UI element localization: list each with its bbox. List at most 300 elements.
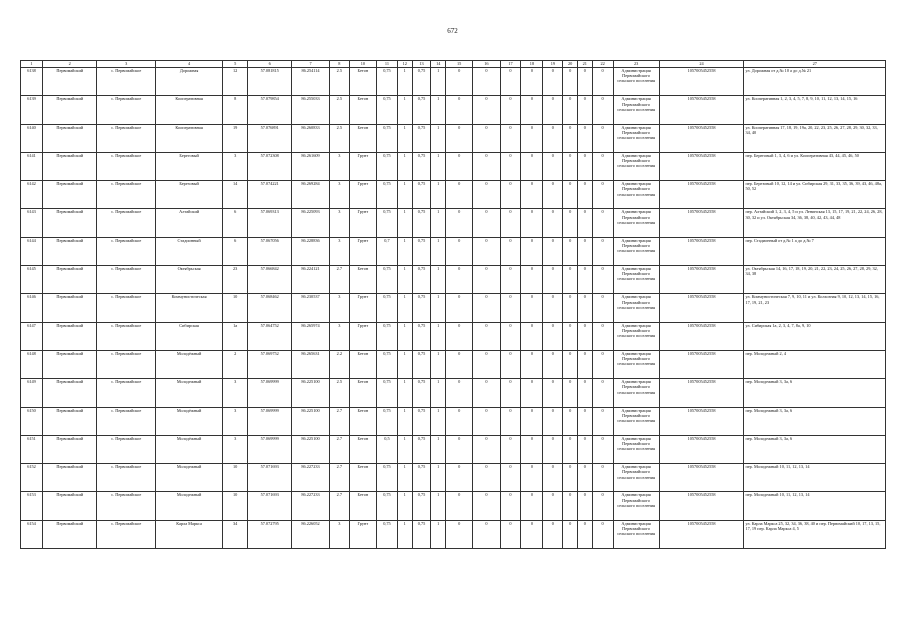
- table-cell: 1: [397, 322, 412, 350]
- table-cell: 0: [592, 464, 613, 492]
- table-cell: 57.069999: [248, 379, 292, 407]
- table-cell: ул. Октябрьская 14, 16, 17, 18, 19, 20, 21, 22, 23, 24, 25, 26, 27, 28, 29, 32, 34, 38: [744, 266, 886, 294]
- table-cell: 0: [521, 68, 543, 96]
- table-cell: Администрация Первомайского сельского поселения: [613, 152, 659, 180]
- table-cell: 0: [592, 350, 613, 378]
- table-cell: 0: [577, 124, 592, 152]
- table-cell: 0: [577, 492, 592, 520]
- table-cell: 0: [543, 68, 563, 96]
- table-cell: 6154: [21, 520, 43, 548]
- table-cell: 0,75: [376, 322, 397, 350]
- table-cell: 0: [563, 124, 578, 152]
- table-cell: 0: [577, 152, 592, 180]
- table-cell: Первомайский: [42, 435, 96, 463]
- table-cell: Первомайский: [42, 322, 96, 350]
- table-cell: 0: [473, 209, 500, 237]
- table-cell: Бетон: [349, 266, 376, 294]
- table-cell: 1: [397, 350, 412, 378]
- table-cell: 57.074221: [248, 181, 292, 209]
- table-cell: 1057005452558: [659, 407, 744, 435]
- table-cell: Алтайский: [156, 209, 223, 237]
- table-cell: 0,75: [412, 322, 431, 350]
- table-cell: 0: [592, 124, 613, 152]
- column-header: 24: [659, 61, 744, 68]
- table-cell: 86.260833: [292, 124, 330, 152]
- table-cell: Первомайский: [42, 520, 96, 548]
- table-cell: 0: [521, 96, 543, 124]
- table-cell: 0: [592, 181, 613, 209]
- table-cell: Бетон: [349, 124, 376, 152]
- table-cell: с. Первомайское: [97, 350, 156, 378]
- table-cell: 0: [563, 464, 578, 492]
- table-cell: 0,75: [376, 379, 397, 407]
- column-header: 3: [97, 61, 156, 68]
- table-cell: 0,75: [412, 379, 431, 407]
- table-cell: 2.5: [329, 68, 349, 96]
- table-cell: Первомайский: [42, 237, 96, 265]
- table-cell: 0,75: [376, 464, 397, 492]
- table-cell: 86.225100: [292, 435, 330, 463]
- table-cell: 0: [446, 350, 473, 378]
- table-cell: Первомайский: [42, 68, 96, 96]
- table-cell: 0: [521, 152, 543, 180]
- table-cell: 0,75: [376, 181, 397, 209]
- table-cell: 0: [446, 322, 473, 350]
- table-cell: 0: [521, 209, 543, 237]
- table-cell: пер. Молодежный 3, 3а, 6: [744, 435, 886, 463]
- table-cell: Грунт: [349, 294, 376, 322]
- table-cell: 1: [431, 435, 446, 463]
- column-header: 27: [744, 61, 886, 68]
- column-header: 17: [500, 61, 521, 68]
- table-cell: 0: [592, 209, 613, 237]
- table-cell: 1: [431, 237, 446, 265]
- table-cell: 0: [500, 266, 521, 294]
- table-cell: 1057005452558: [659, 379, 744, 407]
- table-cell: 0: [577, 237, 592, 265]
- table-cell: Бетон: [349, 435, 376, 463]
- table-cell: 6140: [21, 124, 43, 152]
- table-cell: 0,75: [376, 96, 397, 124]
- table-cell: 0: [473, 492, 500, 520]
- table-cell: 0,5: [376, 435, 397, 463]
- table-cell: 1: [431, 322, 446, 350]
- table-cell: 1: [431, 181, 446, 209]
- table-cell: 0: [473, 152, 500, 180]
- table-cell: 0: [592, 322, 613, 350]
- table-cell: 0,75: [376, 209, 397, 237]
- table-cell: 0,75: [412, 350, 431, 378]
- table-cell: Администрация Первомайского сельского поселения: [613, 435, 659, 463]
- table-cell: 1057005452558: [659, 209, 744, 237]
- table-cell: 0: [543, 435, 563, 463]
- table-cell: 14: [223, 181, 248, 209]
- table-cell: 0: [543, 181, 563, 209]
- table-cell: 1057005452558: [659, 266, 744, 294]
- table-cell: 6150: [21, 407, 43, 435]
- table-cell: 12: [223, 68, 248, 96]
- table-cell: ул. Кооперативная 1, 2, 3, 4, 5, 7, 8, 9, 10, 11, 12, 13, 14, 15, 16: [744, 96, 886, 124]
- table-cell: ул. Дорожная от д.№ 10 а до д.№ 21: [744, 68, 886, 96]
- table-cell: Кооперативная: [156, 96, 223, 124]
- table-cell: 3: [329, 520, 349, 548]
- table-cell: 86.261609: [292, 152, 330, 180]
- table-cell: 1057005452558: [659, 181, 744, 209]
- table-cell: Первомайский: [42, 492, 96, 520]
- table-cell: Администрация Первомайского сельского поселения: [613, 266, 659, 294]
- table-cell: 0: [500, 520, 521, 548]
- table-cell: 0: [543, 124, 563, 152]
- table-cell: Грунт: [349, 237, 376, 265]
- table-cell: 0: [521, 124, 543, 152]
- table-cell: 0,75: [376, 124, 397, 152]
- table-cell: 0: [563, 350, 578, 378]
- table-cell: Первомайский: [42, 464, 96, 492]
- table-cell: 6139: [21, 96, 43, 124]
- table-cell: Администрация Первомайского сельского поселения: [613, 379, 659, 407]
- table-cell: 57.066842: [248, 266, 292, 294]
- table-cell: 0: [592, 407, 613, 435]
- table-cell: 0: [592, 379, 613, 407]
- table-cell: 6146: [21, 294, 43, 322]
- table-cell: с. Первомайское: [97, 209, 156, 237]
- table-cell: 1: [431, 492, 446, 520]
- table-cell: Молодёжный: [156, 435, 223, 463]
- table-cell: 0: [473, 266, 500, 294]
- table-cell: 57.067056: [248, 237, 292, 265]
- table-cell: 3: [223, 379, 248, 407]
- table-cell: 0: [592, 237, 613, 265]
- table-cell: Карла Маркса: [156, 520, 223, 548]
- table-cell: 2.7: [329, 435, 349, 463]
- table-cell: 0,75: [412, 464, 431, 492]
- table-cell: 0: [446, 407, 473, 435]
- table-cell: 0: [500, 124, 521, 152]
- table-cell: 0: [473, 350, 500, 378]
- table-cell: 0: [563, 492, 578, 520]
- table-cell: 86.227233: [292, 464, 330, 492]
- table-cell: 0: [563, 181, 578, 209]
- table-cell: 1: [397, 520, 412, 548]
- table-row: [21, 152, 886, 180]
- table-cell: Администрация Первомайского сельского поселения: [613, 464, 659, 492]
- table-body: [21, 68, 886, 549]
- table-cell: 0: [543, 294, 563, 322]
- column-header: 4: [156, 61, 223, 68]
- table-cell: Администрация Первомайского сельского поселения: [613, 237, 659, 265]
- table-cell: 0: [592, 492, 613, 520]
- table-cell: 0: [473, 520, 500, 548]
- table-cell: 6: [223, 237, 248, 265]
- table-cell: Первомайский: [42, 294, 96, 322]
- table-cell: Коммунистическая: [156, 294, 223, 322]
- table-cell: Грунт: [349, 209, 376, 237]
- table-cell: 6138: [21, 68, 43, 96]
- table-cell: 57.071693: [248, 464, 292, 492]
- table-cell: 0: [521, 294, 543, 322]
- table-row: [21, 209, 886, 237]
- table-cell: с. Первомайское: [97, 68, 156, 96]
- table-cell: 6: [223, 209, 248, 237]
- table-cell: 0: [563, 209, 578, 237]
- table-row: [21, 350, 886, 378]
- table-cell: 0: [446, 266, 473, 294]
- table-cell: Дорожная: [156, 68, 223, 96]
- table-cell: пер. Молодежный 10, 11, 12, 13, 14: [744, 492, 886, 520]
- table-cell: 1: [397, 435, 412, 463]
- table-cell: пер. Молодежный 3, 3а, 6: [744, 379, 886, 407]
- table-cell: Грунт: [349, 181, 376, 209]
- table-cell: 1: [431, 152, 446, 180]
- table-cell: Администрация Первомайского сельского поселения: [613, 209, 659, 237]
- table-cell: 57.076891: [248, 124, 292, 152]
- table-cell: 0,75: [412, 124, 431, 152]
- page-number: 672: [447, 27, 458, 35]
- table-cell: 6144: [21, 237, 43, 265]
- table-cell: с. Первомайское: [97, 492, 156, 520]
- table-cell: 3: [329, 152, 349, 180]
- table-cell: 0: [577, 379, 592, 407]
- table-cell: 1057005452558: [659, 152, 744, 180]
- table-cell: 0,75: [412, 492, 431, 520]
- table-cell: Бетон: [349, 464, 376, 492]
- table-cell: Бетон: [349, 68, 376, 96]
- table-cell: 10: [223, 492, 248, 520]
- column-header: 21: [577, 61, 592, 68]
- table-cell: с. Первомайское: [97, 407, 156, 435]
- table-cell: 0,75: [412, 407, 431, 435]
- table-cell: 1057005452558: [659, 492, 744, 520]
- table-cell: 19: [223, 124, 248, 152]
- column-header: 11: [376, 61, 397, 68]
- table-cell: с. Первомайское: [97, 266, 156, 294]
- table-cell: 57.068462: [248, 294, 292, 322]
- table-cell: 0: [543, 407, 563, 435]
- table-cell: пер. Алтайский 1, 2, 3, 4, 5 и ул. Ленинская 13, 15, 17, 19, 21, 22, 24, 26, 28, 30, 32 и ул. Октябрьская 34, 36, 38, 40, 42, 43, 44, 48: [744, 209, 886, 237]
- table-cell: 0: [577, 520, 592, 548]
- table-cell: 0: [577, 181, 592, 209]
- table-cell: пер. Стадионный от д.№ 1 а до д.№ 7: [744, 237, 886, 265]
- table-cell: 6142: [21, 181, 43, 209]
- table-cell: 0,75: [376, 520, 397, 548]
- table-cell: 0: [473, 181, 500, 209]
- table-cell: 0: [577, 96, 592, 124]
- table-cell: 1: [397, 152, 412, 180]
- table-cell: 0: [563, 96, 578, 124]
- table-cell: 0: [500, 322, 521, 350]
- table-cell: 6151: [21, 435, 43, 463]
- table-cell: 1: [431, 407, 446, 435]
- table-cell: 0: [577, 464, 592, 492]
- table-cell: 1: [431, 464, 446, 492]
- table-cell: 1057005452558: [659, 322, 744, 350]
- table-cell: 6153: [21, 492, 43, 520]
- table-cell: с. Первомайское: [97, 181, 156, 209]
- table-cell: 0: [543, 209, 563, 237]
- table-cell: 0: [500, 350, 521, 378]
- table-cell: 0: [592, 435, 613, 463]
- table-cell: 0: [577, 350, 592, 378]
- table-cell: 1: [397, 407, 412, 435]
- table-cell: Стадионный: [156, 237, 223, 265]
- table-cell: 1: [431, 96, 446, 124]
- table-cell: 0: [563, 294, 578, 322]
- column-header: 16: [473, 61, 500, 68]
- table-cell: 0: [446, 96, 473, 124]
- table-cell: 0: [577, 68, 592, 96]
- table-cell: 0: [592, 68, 613, 96]
- table-cell: Молодежный: [156, 464, 223, 492]
- table-cell: пер. Молодежный 3, 3а, 6: [744, 407, 886, 435]
- table-cell: 0: [592, 96, 613, 124]
- table-cell: 1: [397, 294, 412, 322]
- table-cell: 0: [521, 435, 543, 463]
- table-cell: пер. Молодежный 2, 4: [744, 350, 886, 378]
- table-cell: с. Первомайское: [97, 464, 156, 492]
- table-cell: 57.079854: [248, 96, 292, 124]
- table-cell: 1057005452558: [659, 464, 744, 492]
- table-cell: 0: [473, 294, 500, 322]
- table-row: [21, 322, 886, 350]
- column-header: 13: [412, 61, 431, 68]
- table-cell: 0: [577, 266, 592, 294]
- table-cell: 1: [431, 209, 446, 237]
- table-cell: Первомайский: [42, 96, 96, 124]
- table-cell: 0: [543, 520, 563, 548]
- table-cell: 86.255033: [292, 96, 330, 124]
- column-header: 14: [431, 61, 446, 68]
- table-cell: 1057005452558: [659, 237, 744, 265]
- column-header: 1: [21, 61, 43, 68]
- table-cell: 0: [577, 322, 592, 350]
- table-cell: ул. Коммунистическая 7, 9, 10, 11 и ул. Колхозная 9, 10, 12, 13, 14, 15, 16, 17, 19, 21, 23: [744, 294, 886, 322]
- table-row: [21, 124, 886, 152]
- table-cell: 0: [563, 266, 578, 294]
- table-cell: 1057005452558: [659, 350, 744, 378]
- table-cell: 1: [431, 350, 446, 378]
- table-cell: 0: [543, 350, 563, 378]
- table-cell: 2.5: [329, 124, 349, 152]
- table-cell: Администрация Первомайского сельского поселения: [613, 492, 659, 520]
- table-cell: 0: [473, 379, 500, 407]
- table-cell: 0: [543, 237, 563, 265]
- table-cell: 0,75: [412, 152, 431, 180]
- table-cell: Администрация Первомайского сельского поселения: [613, 68, 659, 96]
- table-row: [21, 237, 886, 265]
- table-cell: 57.064752: [248, 322, 292, 350]
- table-cell: 0: [577, 407, 592, 435]
- table-cell: с. Первомайское: [97, 520, 156, 548]
- table-cell: 6141: [21, 152, 43, 180]
- table-cell: 0: [521, 350, 543, 378]
- table-cell: 1: [431, 266, 446, 294]
- table-cell: Администрация Первомайского сельского поселения: [613, 96, 659, 124]
- table-cell: 0: [521, 492, 543, 520]
- table-cell: 1057005452558: [659, 96, 744, 124]
- table-cell: Первомайский: [42, 266, 96, 294]
- table-cell: 1: [397, 124, 412, 152]
- table-cell: с. Первомайское: [97, 294, 156, 322]
- table-cell: 0,75: [412, 435, 431, 463]
- table-cell: 0: [521, 407, 543, 435]
- table-row: [21, 492, 886, 520]
- table-cell: Первомайский: [42, 350, 96, 378]
- table-cell: 86.230537: [292, 294, 330, 322]
- table-cell: 0: [500, 407, 521, 435]
- table-cell: 0: [500, 379, 521, 407]
- table-cell: 2.5: [329, 96, 349, 124]
- table-cell: 0: [500, 96, 521, 124]
- table-cell: Первомайский: [42, 181, 96, 209]
- table-cell: 0: [500, 68, 521, 96]
- table-cell: Молодежный: [156, 379, 223, 407]
- column-header: 15: [446, 61, 473, 68]
- table-cell: Кооперативная: [156, 124, 223, 152]
- table-cell: 86.254114: [292, 68, 330, 96]
- table-cell: 0: [563, 520, 578, 548]
- table-cell: 0: [563, 435, 578, 463]
- table-cell: 3: [329, 322, 349, 350]
- table-cell: 0: [473, 96, 500, 124]
- column-header: 10: [349, 61, 376, 68]
- table-cell: 0: [563, 68, 578, 96]
- table-cell: 57.069999: [248, 435, 292, 463]
- table-cell: Первомайский: [42, 152, 96, 180]
- table-cell: 0: [446, 520, 473, 548]
- table-cell: 57.071693: [248, 492, 292, 520]
- table-cell: 1057005452558: [659, 68, 744, 96]
- table-cell: 1057005452558: [659, 124, 744, 152]
- table-cell: Первомайский: [42, 407, 96, 435]
- table-cell: 0: [563, 152, 578, 180]
- table-cell: 57.069999: [248, 407, 292, 435]
- table-cell: пер. Березовый 10, 12, 14 и ул. Сибирская 29, 31, 33, 35, 36, 39, 43, 46, 48а, 50, 52: [744, 181, 886, 209]
- table-cell: 0,75: [412, 237, 431, 265]
- table-cell: 0: [500, 435, 521, 463]
- table-cell: 0: [521, 237, 543, 265]
- table-cell: Администрация Первомайского сельского поселения: [613, 322, 659, 350]
- table-row: [21, 435, 886, 463]
- table-cell: 1: [431, 379, 446, 407]
- table-row: [21, 464, 886, 492]
- table-cell: 1: [397, 181, 412, 209]
- table-cell: 0: [563, 379, 578, 407]
- table-cell: 0: [473, 407, 500, 435]
- table-cell: 0: [521, 520, 543, 548]
- table-cell: 1: [431, 124, 446, 152]
- table-cell: 0: [592, 266, 613, 294]
- table-cell: 23: [223, 266, 248, 294]
- table-cell: Администрация Первомайского сельского поселения: [613, 124, 659, 152]
- table-cell: 1: [397, 96, 412, 124]
- table-cell: 0: [577, 209, 592, 237]
- table-cell: Бетон: [349, 96, 376, 124]
- table-cell: 3: [223, 435, 248, 463]
- table-cell: 86.225100: [292, 379, 330, 407]
- table-cell: Сибирская: [156, 322, 223, 350]
- table-cell: 0,75: [376, 152, 397, 180]
- table-row: [21, 294, 886, 322]
- table-cell: 0: [446, 124, 473, 152]
- table-row: [21, 181, 886, 209]
- table-cell: 86.228836: [292, 237, 330, 265]
- table-cell: Администрация Первомайского сельского поселения: [613, 520, 659, 548]
- table-cell: Грунт: [349, 152, 376, 180]
- table-cell: 6149: [21, 379, 43, 407]
- table-cell: 0: [521, 181, 543, 209]
- table-cell: 57.069752: [248, 350, 292, 378]
- table-cell: 0: [543, 322, 563, 350]
